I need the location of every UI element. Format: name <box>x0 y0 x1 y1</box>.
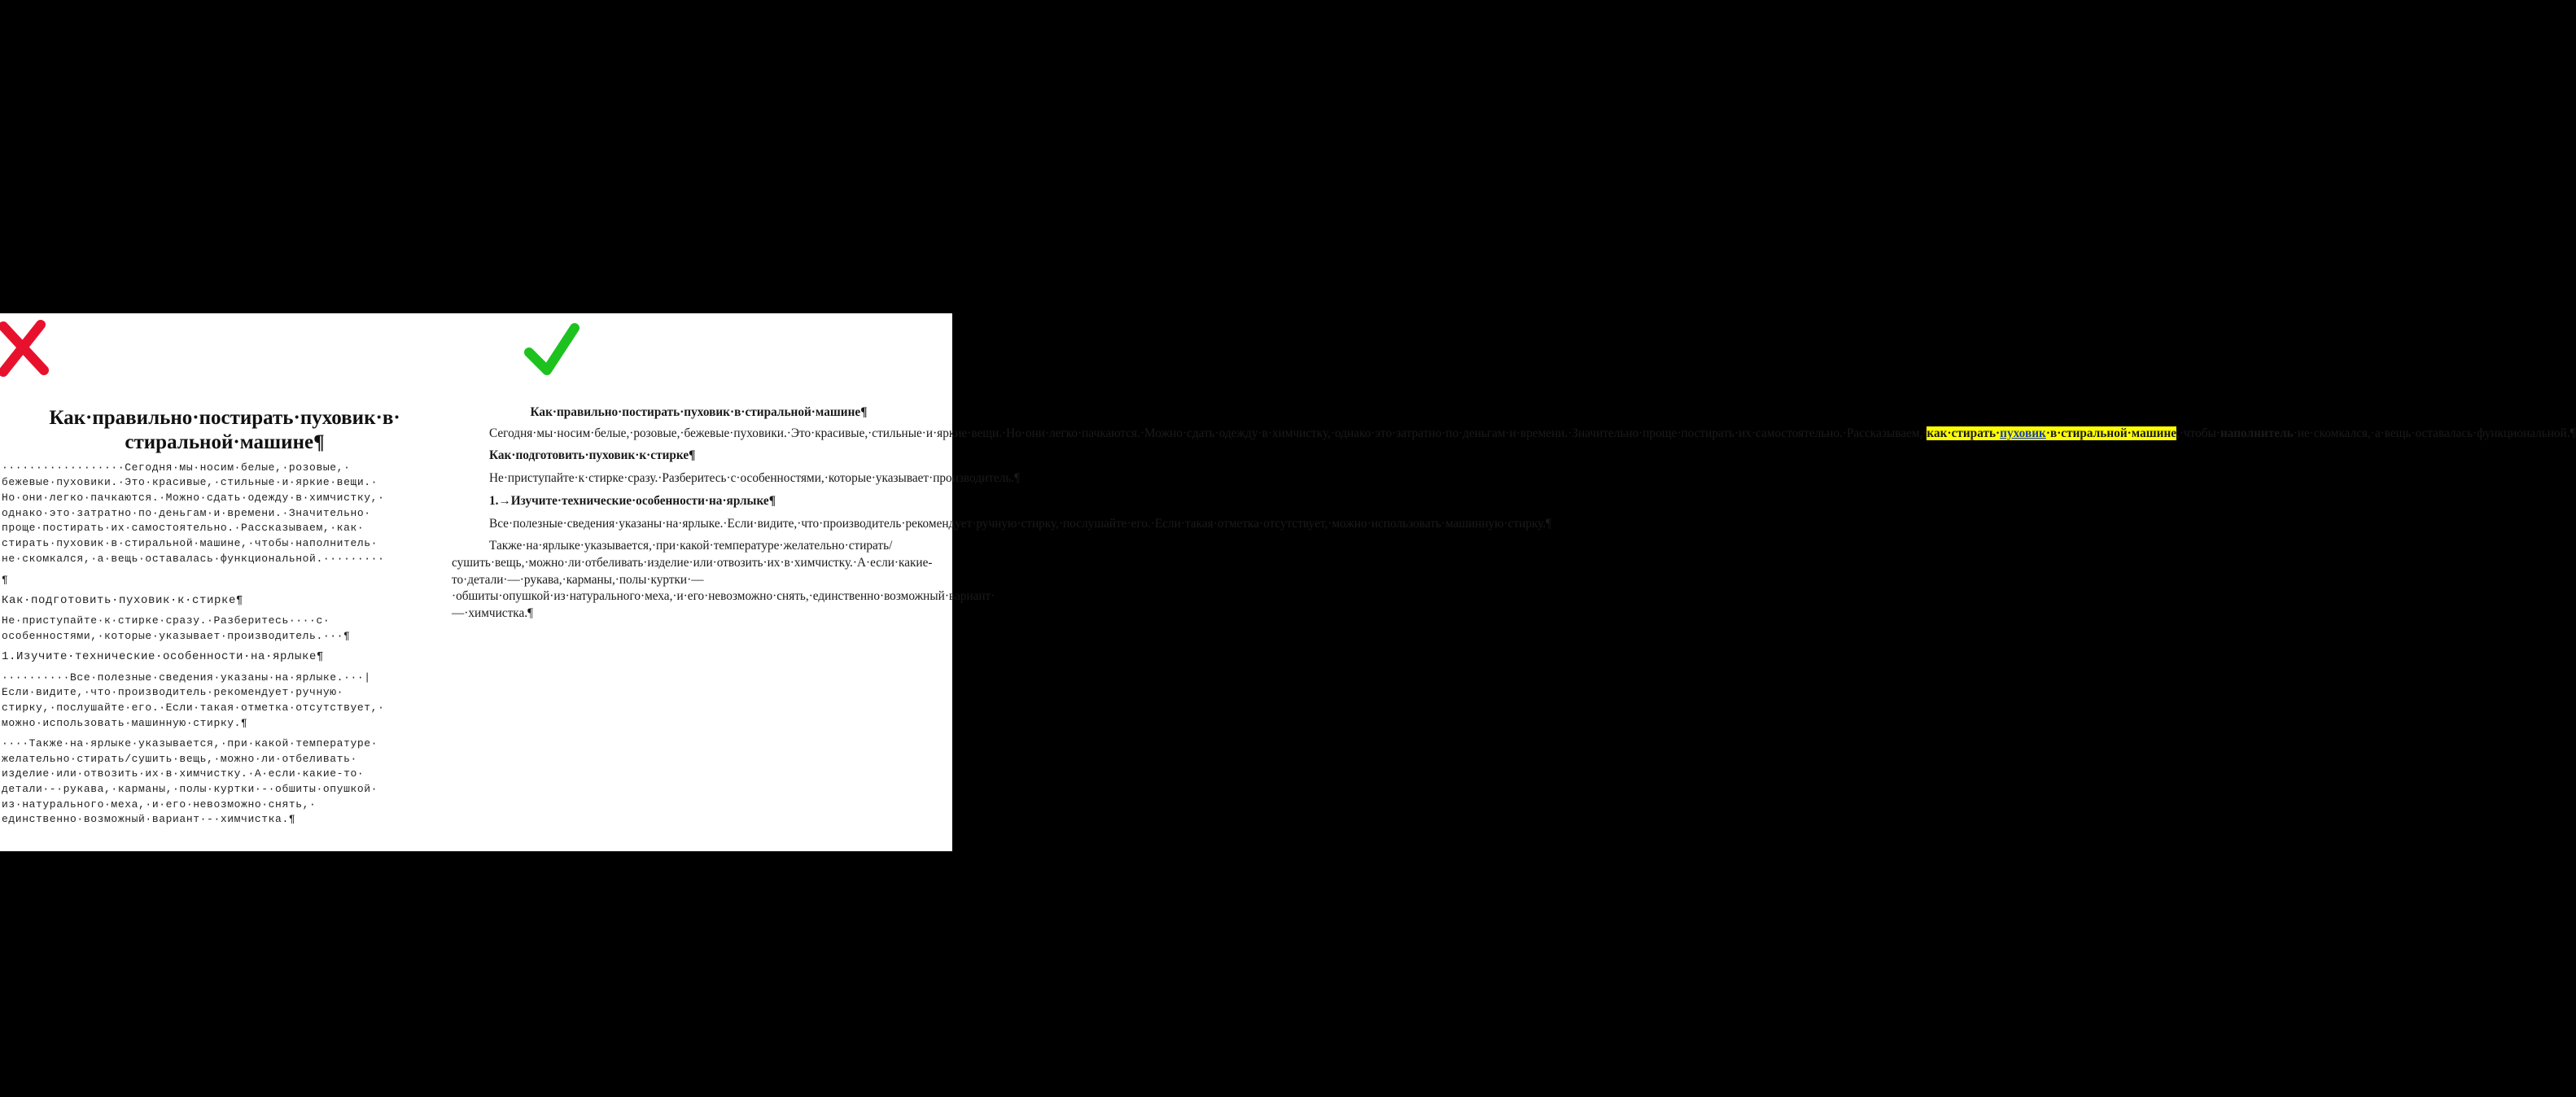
bad-para4-line: единственно·возможный·вариант·-·химчистка.¶ <box>2 813 296 825</box>
bad-para4-line: из·натурального·меха,·и·его·невозможно·снять,· <box>2 798 317 811</box>
bad-para4-line: детали·-·рукава,·карманы,·полы·куртки·-·обшиты·опушкой· <box>2 783 378 795</box>
good-para2: Не·приступайте·к·стирке·сразу.·Разберитесь·с·особенностями,·которые·указывает·производитель.¶ <box>489 471 1021 486</box>
bad-para4-line: желательно·стирать/сушить·вещь,·можно·ли·отбеливать· <box>2 753 357 765</box>
good-intro-bold: наполнитель <box>2220 426 2294 440</box>
bad-body-line: бежевые·пуховики.·Это·красивые,·стильные·и·яркие·вещи.· <box>2 476 378 488</box>
bad-body-line: Но·они·легко·пачкаются.·Можно·сдать·одежду·в·химчистку,· <box>2 492 385 504</box>
bad-body-line: не·скомкался,·а·вещь·оставалась·функциональной.········· <box>2 553 385 565</box>
bad-body-line: стирать·пуховик·в·стиральной·машине,·чтобы·наполнитель· <box>2 537 378 549</box>
cross-mark-icon <box>0 320 50 377</box>
good-keyword-part: ·в·стиральной·машине <box>2045 426 2177 440</box>
good-para3: Все·полезные·сведения·указаны·на·ярлыке.·Если·видите,·что·производитель·рекомендует·ручную·стирку,·послушайте·его.·Если·такая·отметка·отсутствует,·можно·использовать·машинную·стирку.¶ <box>489 516 1552 531</box>
good-keyword-highlight <box>1927 426 2176 440</box>
good-title: Как·правильно·постирать·пуховик·в·стиральной·машине¶ <box>530 405 868 419</box>
check-mark-icon <box>523 320 581 378</box>
bad-heading-3: 1.Изучите·технические·особенности·на·ярлыке¶ <box>2 650 325 663</box>
good-intro-text: ,·чтобы· <box>2176 426 2220 440</box>
good-para4: Также·на·ярлыке·указывается,·при·какой·температуре·желательно·стирать/сушить·вещь,·можно·ли·отбеливать·изделие·или·отвозить·их·в·химчистку.·А·если·какие-то·детали·—·рукава,·карманы,·полы·куртки·—·обшиты·опушкой·из·натурального·меха,·и·его·невозможно·снять,·единственно·возможный·вариант·—·химчистка.¶ <box>452 539 995 621</box>
bad-para3-line: стирку,·послушайте·его.·Если·такая·отметка·отсутствует,· <box>2 701 385 714</box>
bad-para4-line: ····Также·на·ярлыке·указывается,·при·какой·температуре· <box>2 737 378 750</box>
comparison-canvas <box>0 313 2576 851</box>
bad-para3-line: ··········Все·полезные·сведения·указаны·на·ярлыке.···| <box>2 671 371 684</box>
bad-heading-2: Как·подготовить·пуховик·к·стирке¶ <box>2 594 244 607</box>
good-heading-2: Как·подготовить·пуховик·к·стирке¶ <box>489 448 696 463</box>
good-intro-text: ·не·скомкался,·а·вещь·оставалась·функциональной.¶ <box>2293 426 2576 440</box>
bad-empty-paragraph: ¶ <box>2 574 9 586</box>
good-document <box>452 404 2576 623</box>
good-keyword-link[interactable]: пуховик <box>2000 426 2046 440</box>
bad-para2-line: особенностями,·которые·указывает·производитель.···¶ <box>2 630 351 642</box>
good-intro-paragraph <box>452 426 2576 443</box>
good-keyword-part: как·стирать· <box>1927 426 2001 440</box>
bad-title <box>2 406 448 455</box>
good-intro-text: Сегодня·мы·носим·белые,·розовые,·бежевые·пуховики.·Это·красивые,·стильные·и·яркие·вещи.·Но·они·легко·пачкаются.·Можно·сдать·одежду·в·химчистку,·однако·это·затратно·по·деньгам·и·времени.·Значительно·проще·постирать·их·самостоятельно.·Рассказываем,· <box>489 426 1927 440</box>
bad-body-line: однако·это·затратно·по·деньгам·и·времени.·Значительно· <box>2 507 371 519</box>
bad-title-line: стиральной·машине¶ <box>125 431 325 453</box>
bad-body-line: ··················Сегодня·мы·носим·белые,·розовые,· <box>2 461 351 474</box>
bad-body-line: проще·постирать·их·самостоятельно.·Рассказываем,·как· <box>2 522 365 534</box>
bad-para3-line: можно·использовать·машинную·стирку.¶ <box>2 717 248 729</box>
good-heading-3: 1.→Изучите·технические·особенности·на·ярлыке¶ <box>489 493 776 508</box>
bad-para3-line: Если·видите,·что·производитель·рекомендует·ручную· <box>2 686 344 698</box>
bad-para2-line: Не·приступайте·к·стирке·сразу.·Разберитесь····с· <box>2 614 330 627</box>
bad-para4-line: изделие·или·отвозить·их·в·химчистку.·А·если·какие-то· <box>2 767 365 780</box>
bad-title-line: Как·правильно·постирать·пуховик·в· <box>49 407 400 429</box>
